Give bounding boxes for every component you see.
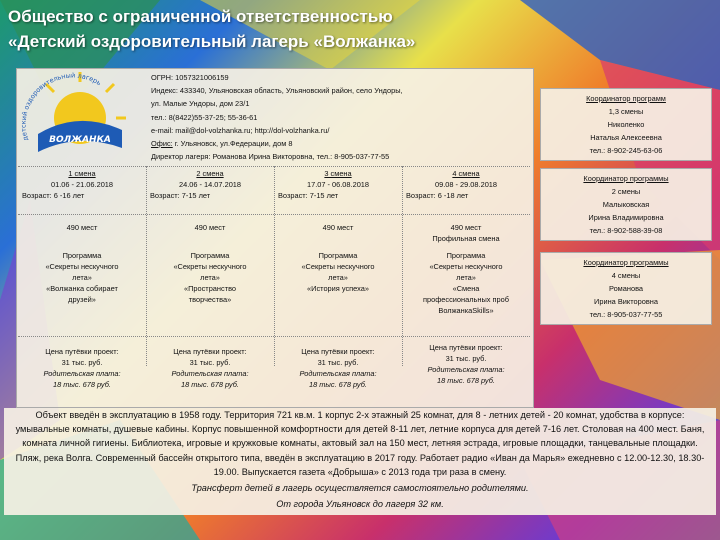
coordinator-name: Ирина Викторовна [594,297,658,306]
parent-fee-label: Родительская плата: [43,369,121,378]
coordinator-title: Координатор программ [586,94,666,103]
coordinator-surname: Романова [608,284,644,293]
coordinator-phone: тел.: 8-902-588-39-08 [589,226,663,235]
shift-program [146,250,274,305]
camp-description [4,408,716,515]
shift-column-2 [146,166,274,406]
program-line: «Волжанка собирает [46,284,118,293]
program-line: Программа [318,251,358,260]
price-label: Цена путёвки проект: [45,347,119,356]
shift-dates: 24.06 - 14.07.2018 [178,180,242,189]
coordinator-card-1 [540,88,712,161]
program-line: лета» [328,273,348,282]
coordinator-shifts: 2 смены [611,187,641,196]
program-line: «Секреты нескучного [173,262,247,271]
address-line-2: ул. Малые Ундоры, дом 23/1 [151,99,250,109]
shift-program [402,250,530,316]
email-link[interactable]: e-mail: mail@dol-volzhanka.ru; http://dol-volzhanka.ru/ [151,125,330,135]
coordinator-phone: тел.: 8-905-037-77-55 [589,310,663,319]
page-title [4,4,524,62]
coordinator-name: Наталья Алексеевна [590,133,662,142]
program-line: творчества» [188,295,232,304]
office-label: Офис: [151,139,173,149]
shift-dates: 01.06 - 21.06.2018 [50,180,114,189]
camp-info [151,71,531,163]
phones: тел.: 8(8422)55-37-25; 55-36-61 [151,112,258,122]
program-line: «Секреты нескучного [301,262,375,271]
shift-places: 490 мест [66,223,98,232]
price-value: 31 тыс. руб. [61,358,103,367]
parent-fee-label: Родительская плата: [427,365,505,374]
program-line: «Секреты нескучного [429,262,503,271]
parent-fee-value: 18 тыс. 678 руб. [181,380,239,389]
program-line: «История успеха» [307,284,369,293]
distance-note: От города Ульяновск до лагеря 32 км. [276,499,444,510]
program-line: друзей» [68,295,96,304]
shift-age: Возраст: 7-15 лет [278,191,339,200]
parent-fee-label: Родительская плата: [171,369,249,378]
price-value: 31 тыс. руб. [445,354,487,363]
shift-price [18,346,146,390]
price-label: Цена путёвки проект: [301,347,375,356]
program-line: Программа [190,251,230,260]
coordinator-title: Координатор программы [583,174,669,183]
parent-fee-value: 18 тыс. 678 руб. [53,380,111,389]
shift-column-4 [402,166,530,406]
price-label: Цена путёвки проект: [429,343,503,352]
coordinator-title: Координатор программы [583,258,669,267]
shift-title: 4 смена [452,169,480,178]
coordinator-shifts: 4 смены [611,271,641,280]
coordinator-shifts: 1,3 смены [608,107,644,116]
address-line-1: Индекс: 433340, Ульяновская область, Ульяновский район, село Ундоры, [151,86,403,96]
program-line: Программа [446,251,486,260]
program-line: профессиональных проб [423,295,509,304]
coordinator-phone: тел.: 8-902-245-63-06 [589,146,663,155]
shift-places: 490 мест [194,223,226,232]
shift-title: 1 смена [68,169,96,178]
shift-title: 3 смена [324,169,352,178]
coordinator-name: Ирина Владимировна [588,213,664,222]
logo-name: ВОЛЖАНКА [49,135,111,145]
ogrn: ОГРН: 1057321006159 [151,73,229,82]
parent-fee-value: 18 тыс. 678 руб. [437,376,495,385]
office-address [151,137,531,150]
shift-places: 490 мест [450,223,482,232]
shift-column-1 [18,166,146,406]
shifts-table [18,166,530,406]
shift-age: Возраст: 7-15 лет [150,191,211,200]
program-line: «Пространство [183,284,237,293]
parent-fee-label: Родительская плата: [299,369,377,378]
shift-price [146,346,274,390]
coordinator-surname: Николенко [607,120,645,129]
logo-arc-text: детский оздоровительный лагерь [19,71,103,142]
parent-fee-value: 18 тыс. 678 руб. [309,380,367,389]
shift-price [274,346,402,390]
title-line-2: «Детский оздоровительный лагерь «Волжанка» [8,32,416,51]
coordinator-card-3 [540,252,712,325]
program-line: ВолжанкаSkills» [438,306,494,315]
shift-title: 2 смена [196,169,224,178]
program-line: лета» [200,273,220,282]
price-value: 31 тыс. руб. [317,358,359,367]
coordinator-card-2 [540,168,712,241]
shift-dates: 17.07 - 06.08.2018 [306,180,370,189]
description-text: Объект введён в эксплуатацию в 1958 году. Территория 721 кв.м. 1 корпус 2-х этажный 25 комнат, для 8 - летних детей - 20 комнат, удобства в корпусе: умывальные комнаты, душевые кабины. Корпус повышенной комфортности для детей 8-11 лет, летние корпуса для детей 7-16 лет. Столовая на 400 мест. Баня, комната личной гигиены. Библиотека, игровые и кружковые комнаты, актовый зал на 150 мест, летняя эстрада, игровые площадки, танцевальные площадки. Пляж, река Волга. Современный бассейн открытого типа, введён в эксплуатацию в 2017 году. Работает радио «Иван да Марья» ежедневно с 12.00-12.30, 18.30-19.00. Выпускается газета «Добрыша» с 2013 года три раза в смену. [15,410,705,477]
coordinator-surname: Малыковская [602,200,650,209]
camp-logo [18,70,128,160]
director: Директор лагеря: Романова Ирина Викторовна, тел.: 8-905-037-77-55 [151,152,390,162]
shift-profile-note: Профильная смена [432,234,500,243]
program-line: лета» [456,273,476,282]
title-line-1: Общество с ограниченной ответственностью [8,7,393,26]
price-value: 31 тыс. руб. [189,358,231,367]
program-line: «Смена [452,284,480,293]
shift-places: 490 мест [322,223,354,232]
transfer-note: Трансферт детей в лагерь осуществляется самостоятельно родителями. [191,483,529,494]
shift-age: Возраст: 6 -16 лет [22,191,85,200]
program-line: «Секреты нескучного [45,262,119,271]
shift-price [402,342,530,386]
price-label: Цена путёвки проект: [173,347,247,356]
shift-column-3 [274,166,402,406]
shift-dates: 09.08 - 29.08.2018 [434,180,498,189]
shift-program [18,250,146,305]
office-value: г. Ульяновск, ул.Федерации, дом 8 [172,139,293,149]
program-line: Программа [62,251,102,260]
program-line: лета» [72,273,92,282]
shift-age: Возраст: 6 -18 лет [406,191,469,200]
shift-program [274,250,402,294]
